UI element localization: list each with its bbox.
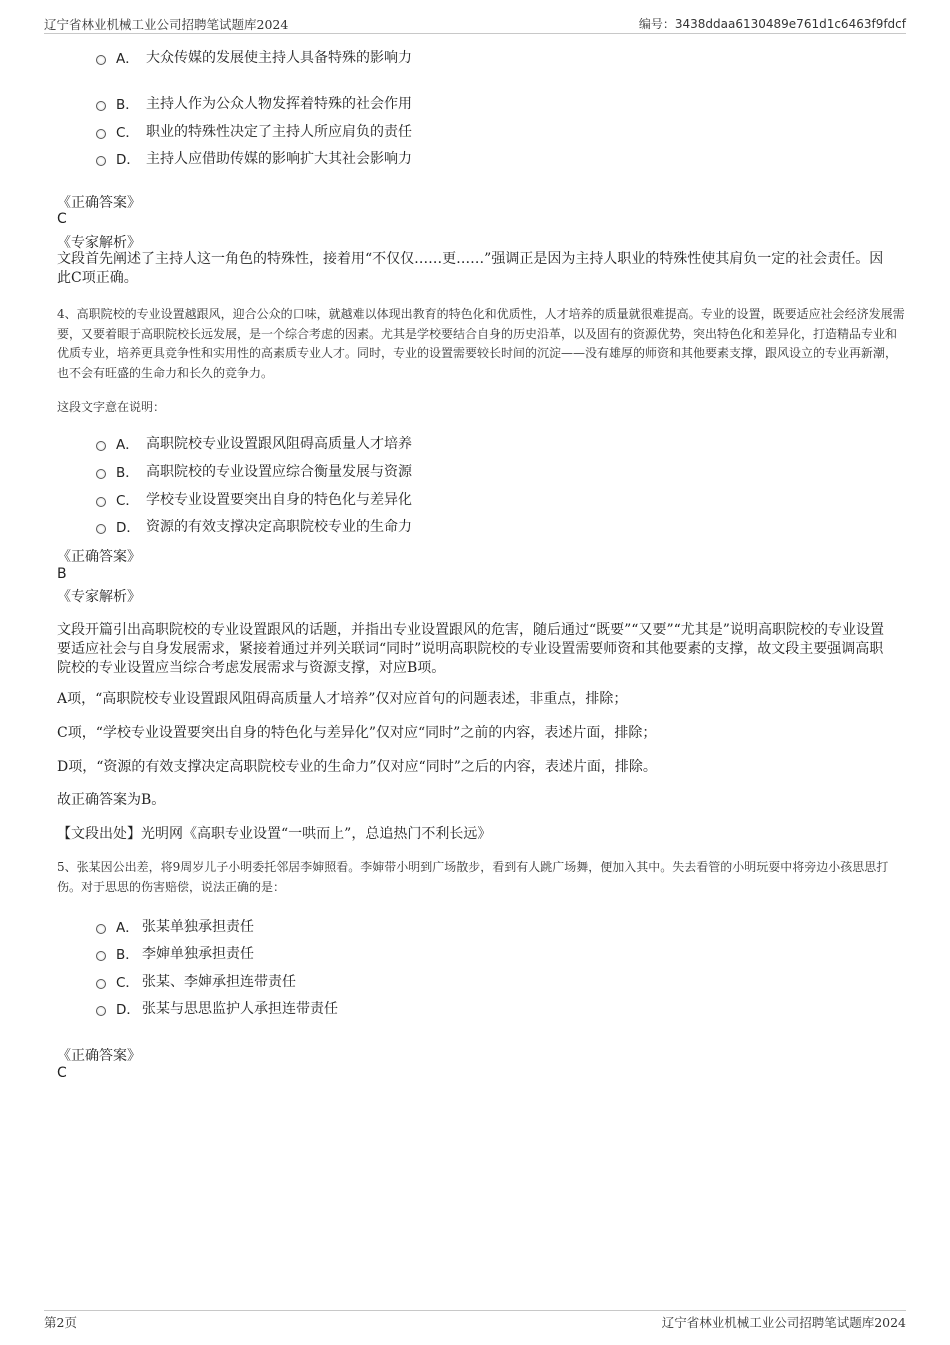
q5-option-b[interactable]: B． 李婶单独承担责任 (96, 943, 254, 963)
page-number: 第2页 (44, 1315, 77, 1330)
q3-analysis-label: 《专家解析》 (57, 235, 141, 251)
radio-icon[interactable] (96, 497, 106, 507)
q4-analysis-a: A项，“高职院校专业设置跟风阻碍高质量人才培养”仅对应首句的问题表述，非重点，排除； (57, 691, 628, 707)
q5-option-d[interactable]: D． 张某与思思监护人承担连带责任 (96, 998, 338, 1018)
radio-icon[interactable] (96, 924, 106, 934)
q4-conclusion: 故正确答案为B。 (57, 792, 166, 808)
q4-question: 4、高职院校的专业设置越跟风，迎合公众的口味，就越难以体现出教育的特色化和优质性，人才培养的质量就很难提高。专业的设置，既要适应社会经济发展需要，又要着眼于高职院校长远发展，是一个综合考虑的因素。尤其是学校要结合自身的历史沿革，以及固有的资源优势，突出特色化和差异化，打造精品专业和优质专业，培养更具竞争性和实用性的高素质专业人才。同时，专业的设置需要较长时间的沉淀——没有雄厚的师资和其他要素支撑，跟风设立的专业再新潮，也不会有旺盛的生命力和长久的竞争力。 (57, 307, 905, 380)
q4-answer: B (57, 566, 67, 582)
q4-option-c[interactable]: C． 学校专业设置要突出自身的特色化与差异化 (96, 489, 412, 509)
footer-title: 辽宁省林业机械工业公司招聘笔试题库2024 (661, 1315, 906, 1330)
q3-answer-label: 《正确答案》 (57, 195, 141, 211)
q5-answer: C (57, 1065, 67, 1081)
q3-analysis: 文段首先阐述了主持人这一角色的特殊性，接着用“不仅仅……更……”强调正是因为主持人职业的特殊性使其肩负一定的社会责任。因此C项正确。 (57, 251, 884, 286)
q5-answer-label: 《正确答案》 (57, 1048, 141, 1064)
q4-analysis-c: C项，“学校专业设置要突出自身的特色化与差异化”仅对应“同时”之前的内容，表述片面，排除； (57, 725, 657, 741)
radio-icon[interactable] (96, 524, 106, 534)
radio-icon[interactable] (96, 979, 106, 989)
q4-analysis-d: D项，“资源的有效支撑决定高职院校专业的生命力”仅对应“同时”之后的内容，表述片面，排除。 (57, 759, 657, 775)
q4-option-a[interactable]: A． 高职院校专业设置跟风阻碍高质量人才培养 (96, 433, 412, 453)
radio-icon[interactable] (96, 951, 106, 961)
q5-option-a[interactable]: A． 张某单独承担责任 (96, 916, 254, 936)
radio-icon[interactable] (96, 441, 106, 451)
q4-prompt: 这段文字意在说明： (57, 400, 166, 414)
header-divider (44, 33, 906, 34)
footer-divider (44, 1310, 906, 1311)
q3-option-d[interactable]: D． 主持人应借助传媒的影响扩大其社会影响力 (96, 148, 412, 168)
q3-answer: C (57, 211, 67, 227)
radio-icon[interactable] (96, 1006, 106, 1016)
q4-analysis-label: 《专家解析》 (57, 589, 141, 605)
header-title: 辽宁省林业机械工业公司招聘笔试题库2024 (44, 17, 289, 32)
q4-analysis-main: 文段开篇引出高职院校的专业设置跟风的话题，并指出专业设置跟风的危害，随后通过“既要”“又要”“尤其是”说明高职院校的专业设置要适应社会与自身发展需求，紧接着通过并列关联词“同时”说明高职院校的专业设置需要师资和其他要素的支撑，故文段主要强调高职院校的专业设置应当综合考虑发展需求与资源支撑，对应B项。 (57, 622, 884, 676)
q5-option-c[interactable]: C． 张某、李婶承担连带责任 (96, 971, 296, 991)
radio-icon[interactable] (96, 101, 106, 111)
radio-icon[interactable] (96, 129, 106, 139)
q3-option-a[interactable]: A． 大众传媒的发展使主持人具备特殊的影响力 (96, 47, 412, 67)
document-code: 编号：3438ddaa6130489e761d1c6463f9fdcf (638, 17, 906, 31)
q4-source: 【文段出处】光明网《高职专业设置“一哄而上”，总追热门不利长远》 (57, 826, 492, 842)
radio-icon[interactable] (96, 156, 106, 166)
q3-option-b[interactable]: B． 主持人作为公众人物发挥着特殊的社会作用 (96, 93, 412, 113)
radio-icon[interactable] (96, 469, 106, 479)
radio-icon[interactable] (96, 55, 106, 65)
q5-question: 5、张某因公出差，将9周岁儿子小明委托邻居李婶照看。李婶带小明到广场散步，看到有人跳广场舞，便加入其中。失去看管的小明玩耍中将旁边小孩思思打伤。对于思思的伤害赔偿，说法正确的是： (57, 860, 889, 894)
q4-option-b[interactable]: B． 高职院校的专业设置应综合衡量发展与资源 (96, 461, 412, 481)
q3-option-c[interactable]: C． 职业的特殊性决定了主持人所应肩负的责任 (96, 121, 412, 141)
q4-option-d[interactable]: D． 资源的有效支撑决定高职院校专业的生命力 (96, 516, 412, 536)
q4-answer-label: 《正确答案》 (57, 549, 141, 565)
